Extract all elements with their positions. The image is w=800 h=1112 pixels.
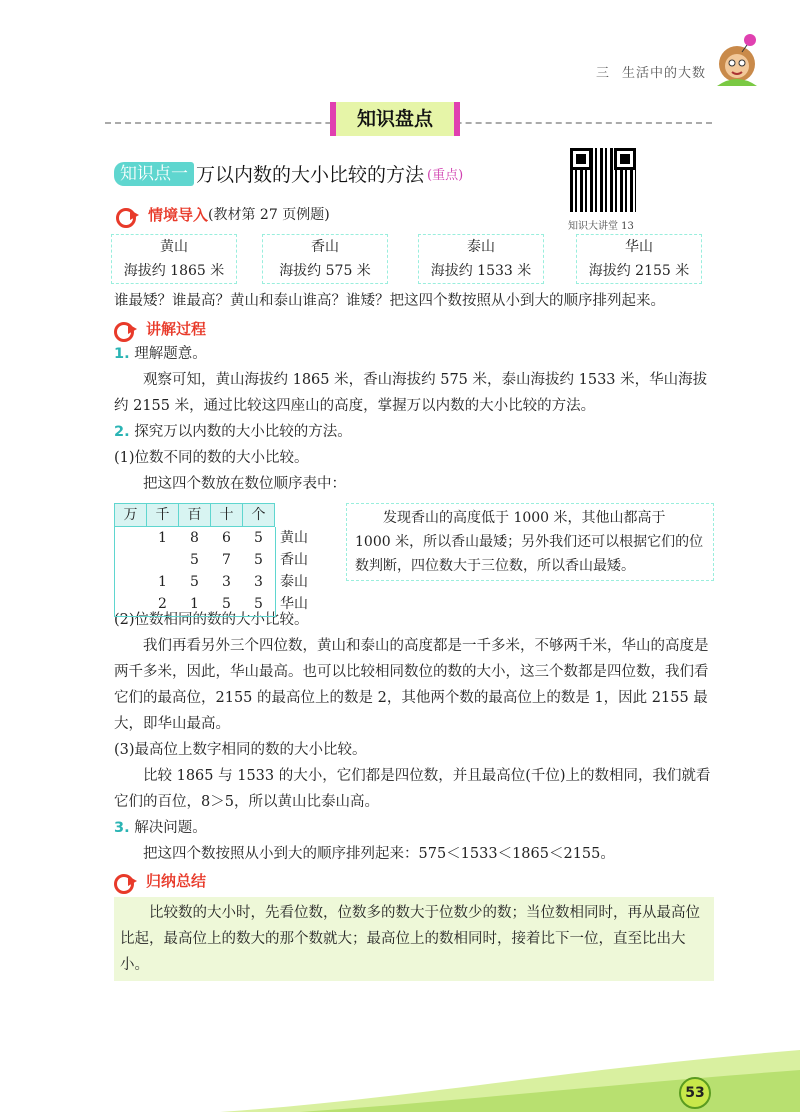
table-cell: 5 xyxy=(190,552,199,568)
step-number: 2. xyxy=(114,424,130,440)
table-header: 万 xyxy=(115,504,147,527)
unit-number: 三 xyxy=(596,66,611,81)
table-cell: 1 xyxy=(190,596,199,612)
place-value-table xyxy=(114,503,334,612)
qr-code[interactable] xyxy=(570,148,636,212)
mountain-height: 海拔约 1533 米 xyxy=(430,263,532,279)
page-number: 53 xyxy=(679,1077,711,1109)
table-cell: 5 xyxy=(254,552,263,568)
mountain-card xyxy=(262,234,388,284)
table-cell: 5 xyxy=(222,596,231,612)
mountain-card xyxy=(576,234,702,284)
summary-heading xyxy=(114,869,714,893)
sub-1: (1)位数不同的数的大小比较。 xyxy=(114,450,309,466)
table-header: 十 xyxy=(211,504,243,527)
table-cell: 1 xyxy=(158,574,167,590)
table-cell: 6 xyxy=(222,530,231,546)
note-box: 发现香山的高度低于 1000 米，其他山都高于 1000 米，所以香山最矮；另外我们还可以根据它们的位数判断，四位数大于三位数，所以香山最矮。 xyxy=(346,503,714,581)
sub-3: (3)最高位上数字相同的数的大小比较。 xyxy=(114,742,367,758)
table-cell: 2 xyxy=(158,596,167,612)
section-banner: 知识盘点 xyxy=(330,102,460,136)
sub-2: (2)位数相同的数的大小比较。 xyxy=(114,612,309,628)
mountain-height: 海拔约 1865 米 xyxy=(123,263,225,279)
sub-1-text: 把这四个数放在数位顺序表中： xyxy=(143,476,346,492)
step-number: 3. xyxy=(114,820,130,836)
step-number: 1. xyxy=(114,346,130,362)
row-label: 香山 xyxy=(280,552,308,568)
row-label: 黄山 xyxy=(280,530,308,546)
mountain-height: 海拔约 2155 米 xyxy=(588,263,690,279)
table-cell: 3 xyxy=(222,574,231,590)
knowledge-point-heading xyxy=(114,160,463,187)
summary-box: 比较数的大小时，先看位数，位数多的数大于位数少的数；当位数相同时，再从最高位比起，最高位上的数大的那个数就大；最高位上的数相同时，接着比下一位，直至比出大小。 xyxy=(114,897,714,981)
unit-title: 生活中的大数 xyxy=(622,66,707,81)
table-cell: 5 xyxy=(254,596,263,612)
running-header xyxy=(596,62,718,81)
qr-caption: 知识大讲堂 13 xyxy=(568,221,634,232)
table-cell: 5 xyxy=(190,574,199,590)
step-title: 解决问题。 xyxy=(134,820,207,836)
mascot-icon xyxy=(712,30,762,90)
mountain-card xyxy=(418,234,544,284)
mountain-card xyxy=(111,234,237,284)
sub-3-text: 比较 1865 与 1533 的大小，它们都是四位数，并且最高位(千位)上的数相同，我们就看它们的百位，8＞5，所以黄山比泰山高。 xyxy=(114,768,711,810)
table-cell: 5 xyxy=(254,530,263,546)
question-text: 谁最矮？谁最高？黄山和泰山谁高？谁矮？把这四个数按照从小到大的顺序排列起来。 xyxy=(114,293,665,309)
table-header: 个 xyxy=(243,504,275,527)
table-cell: 1 xyxy=(158,530,167,546)
table-cell: 7 xyxy=(222,552,231,568)
table-and-note xyxy=(114,503,714,612)
explain-title: 讲解过程 xyxy=(146,320,207,338)
bottom-wave-decoration xyxy=(0,1040,800,1112)
row-labels xyxy=(280,527,308,615)
knowledge-point-note: (重点) xyxy=(427,168,464,183)
eye-arrow-icon xyxy=(116,208,140,222)
step-title: 理解题意。 xyxy=(134,346,207,362)
table-cell: 3 xyxy=(254,574,263,590)
eye-arrow-icon xyxy=(114,874,138,888)
step-2 xyxy=(114,419,714,445)
intro-heading xyxy=(116,203,330,227)
mountain-name: 华山 xyxy=(625,239,653,255)
table-header: 百 xyxy=(179,504,211,527)
table-border xyxy=(114,527,276,617)
step-1-text: 观察可知，黄山海拔约 1865 米，香山海拔约 575 米，泰山海拔约 1533 米，华山海拔约 2155 米，通过比较这四座山的高度，掌握万以内数的大小比较的方法。 xyxy=(114,372,708,414)
step-1 xyxy=(114,341,714,367)
summary-title: 归纳总结 xyxy=(146,872,207,890)
table-header: 千 xyxy=(147,504,179,527)
intro-source: (教材第 27 页例题) xyxy=(208,207,330,223)
mountain-name: 香山 xyxy=(311,239,339,255)
mountain-name: 黄山 xyxy=(160,239,188,255)
eye-arrow-icon xyxy=(114,322,138,336)
step-3 xyxy=(114,815,714,841)
step-3-text: 把这四个数按照从小到大的顺序排列起来：575＜1533＜1865＜2155。 xyxy=(143,846,615,862)
mountain-height: 海拔约 575 米 xyxy=(279,263,371,279)
row-label: 泰山 xyxy=(280,574,308,590)
intro-title: 情境导入 xyxy=(148,206,209,224)
explain-heading xyxy=(114,317,714,341)
table-cell: 8 xyxy=(190,530,199,546)
main-content xyxy=(114,288,714,981)
row-label: 华山 xyxy=(280,596,308,612)
sub-2-text: 我们再看另外三个四位数，黄山和泰山的高度都是一千多米，不够两千米，华山的高度是两千多米，因此，华山最高。也可以比较相同数位的数的大小，这三个数都是四位数，我们看它们的最高位，2155 的最高位上的数是 2，其他两个数的最高位上的数是 1，因此 2155 最大，即华山最高。 xyxy=(114,638,709,732)
step-title: 探究万以内数的大小比较的方法。 xyxy=(134,424,352,440)
mountain-name: 泰山 xyxy=(467,239,495,255)
knowledge-point-tag: 知识点一 xyxy=(114,162,194,186)
knowledge-point-title: 万以内数的大小比较的方法 xyxy=(196,164,425,186)
